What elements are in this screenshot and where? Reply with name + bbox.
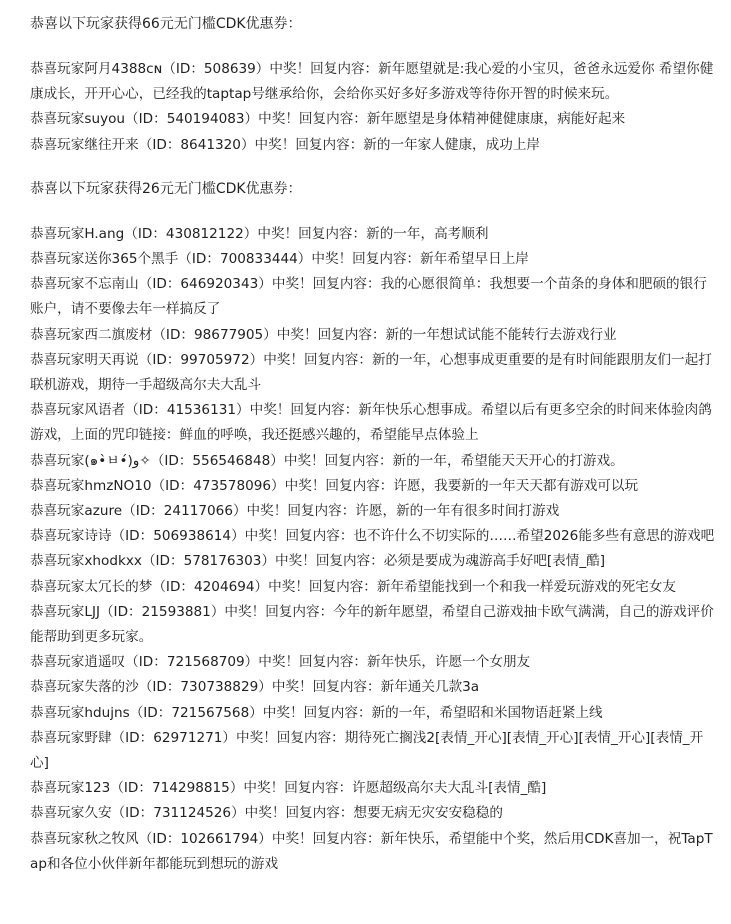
winner-entry: 恭喜玩家西二旗废材（ID：98677905）中奖！回复内容：新的一年想试试能不能转行去游戏行业 bbox=[30, 326, 617, 343]
section-heading-26-yuan: 恭喜以下玩家获得26元无门槛CDK优惠券： bbox=[30, 180, 302, 197]
winner-entry: 恭喜玩家诗诗（ID：506938614）中奖！回复内容：也不许什么不切实际的……希望2026能多些有意思的游戏吧 bbox=[30, 528, 715, 545]
winner-entry: 恭喜玩家azure（ID：24117066）中奖！回复内容：许愿，新的一年有很多时间打游戏 bbox=[30, 503, 560, 520]
winner-list-26-yuan bbox=[30, 222, 715, 877]
winner-entry: 恭喜玩家继往开来（ID：8641320）中奖！回复内容：新的一年家人健康，成功上岸 bbox=[30, 136, 541, 153]
winner-entry: 恭喜玩家秋之牧风（ID：102661794）中奖！回复内容：新年快乐，希望能中个奖，然后用CDK喜加一，祝TapTap和各位小伙伴新年都能玩到想玩的游戏 bbox=[30, 830, 713, 872]
winner-entry: 恭喜玩家hmzNO10（ID：473578096）中奖！回复内容：许愿，我要新的一年天天都有游戏可以玩 bbox=[30, 477, 639, 494]
winner-entry: 恭喜玩家hdujns（ID：721567568）中奖！回复内容：新的一年，希望昭和米国物语赶紧上线 bbox=[30, 704, 603, 721]
winner-entry: 恭喜玩家失落的沙（ID：730738829）中奖！回复内容：新年通关几款3a bbox=[30, 679, 480, 696]
winner-entry: 恭喜玩家野肆（ID：62971271）中奖！回复内容：期待死亡搁浅2[表情_开心][表情_开心][表情_开心][表情_开心] bbox=[30, 729, 704, 772]
winner-entry: 恭喜玩家不忘南山（ID：646920343）中奖！回复内容：我的心愿很简单：我想要一个苗条的身体和肥硕的银行账户，请不要像去年一样搞反了 bbox=[30, 276, 707, 318]
winner-entry: 恭喜玩家明天再说（ID：99705972）中奖！回复内容：新的一年，心想事成更重要的是有时间能跟朋友们一起打联机游戏，期待一手超级高尔夫大乱斗 bbox=[30, 351, 712, 394]
winner-entry: 恭喜玩家逍遥叹（ID：721568709）中奖！回复内容：新年快乐，许愿一个女朋友 bbox=[30, 654, 531, 671]
winner-entry: 恭喜玩家H.ang（ID：430812122）中奖！回复内容：新的一年，高考顺利 bbox=[30, 225, 489, 242]
winner-entry: 恭喜玩家xhodkxx（ID：578176303）中奖！回复内容：必须是要成为魂游高手好吧[表情_酷] bbox=[30, 553, 606, 570]
winner-list-66-yuan bbox=[30, 57, 715, 158]
winner-entry: 恭喜玩家suyou（ID：540194083）中奖！回复内容：新年愿望是身体精神健健康康，病能好起来 bbox=[30, 111, 626, 128]
winner-entry: 恭喜玩家123（ID：714298815）中奖！回复内容：许愿超级高尔夫大乱斗[表情_酷] bbox=[30, 780, 547, 797]
winner-entry: 恭喜玩家送你365个黑手（ID：700833444）中奖！回复内容：新年希望早日上岸 bbox=[30, 251, 529, 268]
section-heading-66-yuan: 恭喜以下玩家获得66元无门槛CDK优惠券： bbox=[30, 16, 302, 32]
announcement-document bbox=[30, 12, 715, 877]
winner-entry: 恭喜玩家久安（ID：731124526）中奖！回复内容：想要无病无灾安安稳稳的 bbox=[30, 805, 503, 822]
winner-entry: 恭喜玩家LJJ（ID：21593881）中奖！回复内容：今年的新年愿望，希望自己游戏抽卡欧气满满，自己的游戏评价能帮助到更多玩家。 bbox=[30, 603, 714, 646]
winner-entry: 恭喜玩家阿月4388ᴄɴ（ID：508639）中奖！回复内容：新年愿望就是:我心爱的小宝贝，爸爸永远爱你 希望你健康成长，开开心心，已经我的taptap号继承给你，会给你买好多好多游戏等待你开智的时候来玩。 bbox=[30, 61, 714, 103]
winner-entry: 恭喜玩家风语者（ID：41536131）中奖！回复内容：新年快乐心想事成。希望以后有更多空余的时间来体验肉鸽游戏，上面的咒印链接：鲜血的呼唤，我还挺感兴趣的，希望能早点体验上 bbox=[30, 402, 712, 444]
winner-entry: 恭喜玩家太冗长的梦（ID：4204694）中奖！回复内容：新年希望能找到一个和我一样爱玩游戏的死宅女友 bbox=[30, 578, 676, 595]
winner-entry: 恭喜玩家(๑•̀ㅂ•́)و✧（ID：556546848）中奖！回复内容：新的一年，希望能天天开心的打游戏。 bbox=[30, 452, 624, 469]
